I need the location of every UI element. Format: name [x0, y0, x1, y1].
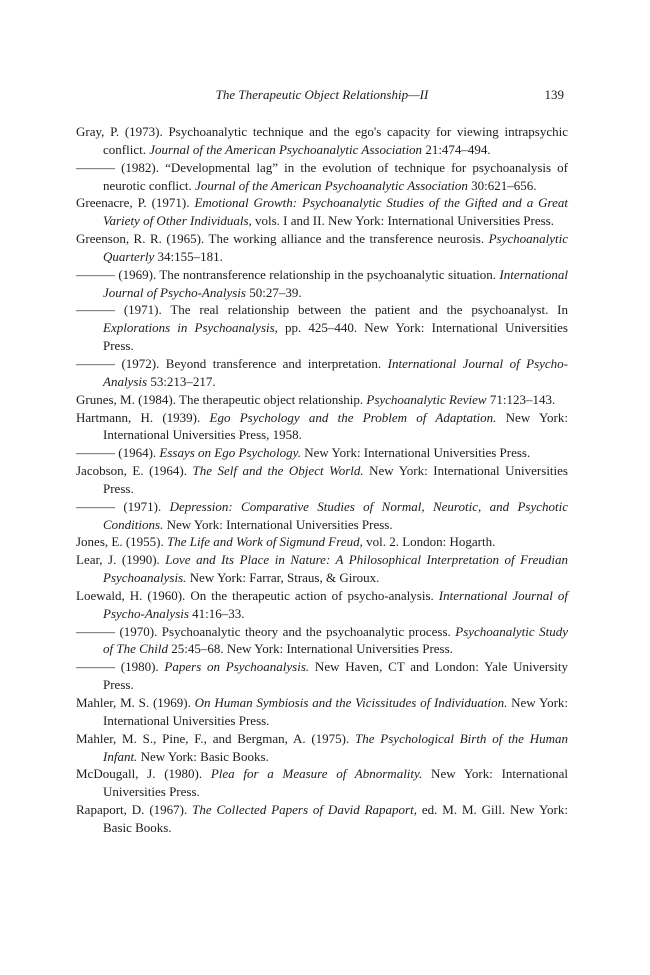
reference-text: Greenson, R. R. (1965). The working alliance and the transference neurosis.: [76, 231, 489, 247]
reference-title-italic: Ego Psychology and the Problem of Adaptation.: [209, 409, 497, 425]
reference-entry: [76, 230, 568, 266]
reference-title-italic: International Journal of Psycho-Analysis: [103, 266, 568, 300]
reference-text: New York: International Universities Press, 1958.: [103, 409, 569, 443]
reference-text: Grunes, M. (1984). The therapeutic object relationship.: [76, 391, 367, 407]
reference-text: vol. 2. London: Hogarth.: [362, 534, 496, 550]
reference-text: Lear, J. (1990).: [76, 552, 166, 568]
reference-entry: [76, 730, 568, 766]
reference-text: Jones, E. (1955).: [76, 534, 167, 550]
reference-text: Mahler, M. S., Pine, F., and Bergman, A. (1975).: [76, 730, 356, 746]
reference-entry: [76, 123, 568, 159]
reference-text: New York: International Universities Press.: [300, 445, 531, 461]
reference-title-italic: On Human Symbiosis and the Vicissitudes of Individuation.: [194, 695, 508, 710]
reference-text: 21:474–494.: [422, 141, 491, 157]
reference-text: Hartmann, H. (1939).: [76, 409, 210, 425]
reference-title-italic: Plea for a Measure of Abnormality.: [210, 766, 423, 782]
reference-text: Greenacre, P. (1971).: [76, 195, 195, 211]
reference-entry: [76, 444, 568, 462]
reference-text: 41:16–33.: [188, 605, 245, 621]
reference-text: New York: International Universities Press.: [103, 463, 568, 496]
reference-entry: [76, 658, 568, 694]
reference-text: Jacobson, E. (1964).: [76, 463, 193, 479]
reference-title-italic: Papers on Psychoanalysis.: [164, 659, 310, 675]
reference-list: [76, 123, 568, 837]
reference-entry: [76, 694, 568, 730]
reference-text: Mahler, M. S. (1969).: [76, 695, 195, 710]
reference-entry: [76, 533, 568, 551]
reference-text: McDougall, J. (1980).: [76, 766, 211, 782]
reference-title-italic: Psychoanalytic Quarterly: [103, 231, 568, 264]
reference-title-italic: International Journal of Psycho-Analysis: [103, 355, 569, 389]
reference-text: Loewald, H. (1960). On the therapeutic action of psycho-analysis.: [76, 587, 439, 603]
reference-text: 30:621–656.: [467, 177, 537, 193]
reference-entry: [76, 391, 568, 409]
reference-text: New York: Basic Books.: [137, 748, 269, 764]
reference-title-italic: International Journal of Psycho-Analysis: [103, 587, 568, 621]
reference-text: 34:155–181.: [154, 248, 223, 264]
reference-title-italic: The Psychological Birth of the Human Infant.: [103, 730, 568, 764]
page-header: [76, 85, 568, 105]
reference-entry: [76, 462, 568, 498]
reference-entry: [76, 409, 568, 445]
reference-entry: [76, 801, 568, 837]
reference-text: Rapaport, D. (1967).: [76, 802, 193, 818]
reference-text: 50:27–39.: [245, 284, 302, 300]
reference-text: ——— (1971). The real relationship between the patient and the psychoanalyst. In: [76, 302, 568, 318]
reference-entry: [76, 301, 568, 355]
reference-entry: [76, 266, 568, 302]
reference-text: vols. I and II. New York: International Universities Press.: [251, 213, 554, 229]
reference-title-italic: The Life and Work of Sigmund Freud,: [167, 534, 363, 550]
reference-text: ——— (1964).: [76, 445, 160, 461]
reference-text: New Haven, CT and London: Yale University Press.: [103, 659, 569, 693]
reference-title-italic: Psychoanalytic Review: [366, 391, 487, 407]
reference-entry: [76, 623, 568, 659]
reference-text: ——— (1969). The nontransference relationship in the psychoanalytic situation.: [76, 266, 500, 282]
reference-title-italic: Explorations in Psychoanalysis,: [103, 320, 278, 336]
reference-title-italic: Psychoanalytic Study of The Child: [103, 623, 568, 657]
reference-title-italic: Emotional Growth: Psychoanalytic Studies of the Gifted and a Great Variety of Other Individuals,: [103, 195, 569, 229]
reference-title-italic: Essays on Ego Psychology.: [159, 445, 301, 461]
reference-text: ——— (1980).: [76, 659, 165, 675]
reference-entry: [76, 194, 568, 230]
reference-text: ——— (1982). “Developmental lag” in the evolution of technique for psychoanalysis of neurotic conflict.: [76, 159, 568, 193]
reference-title-italic: The Self and the Object World.: [192, 463, 364, 479]
reference-title-italic: Journal of the American Psychoanalytic Association: [195, 177, 468, 193]
reference-entry: [76, 765, 568, 801]
page-number: 139: [544, 87, 564, 102]
reference-entry: [76, 498, 568, 534]
reference-text: ed. M. M. Gill. New York: Basic Books.: [103, 802, 569, 835]
reference-entry: [76, 355, 568, 391]
reference-text: New York: International Universities Press.: [103, 766, 569, 800]
reference-title-italic: Depression: Comparative Studies of Normal, Neurotic, and Psychotic Conditions.: [103, 498, 568, 532]
reference-text: New York: International Universities Press.: [103, 695, 569, 728]
reference-text: ——— (1971).: [76, 498, 170, 514]
reference-entry: [76, 159, 568, 195]
reference-title-italic: Journal of the American Psychoanalytic Association: [149, 141, 423, 157]
reference-text: pp. 425–440. New York: International Universities Press.: [103, 320, 568, 354]
reference-text: New York: International Universities Press.: [163, 516, 393, 532]
reference-entry: [76, 587, 568, 623]
reference-title-italic: The Collected Papers of David Rapaport,: [192, 802, 417, 818]
reference-text: New York: Farrar, Straus, & Giroux.: [186, 570, 380, 586]
reference-text: 71:123–143.: [486, 391, 556, 407]
reference-text: ——— (1970). Psychoanalytic theory and the psychoanalytic process.: [76, 623, 456, 639]
reference-entry: [76, 551, 568, 587]
reference-text: 25:45–68. New York: International Universities Press.: [168, 641, 453, 657]
reference-text: 53:213–217.: [147, 373, 216, 389]
reference-title-italic: Love and Its Place in Nature: A Philosophical Interpretation of Freudian Psychoanalysis.: [103, 552, 568, 586]
running-title: The Therapeutic Object Relationship—II: [215, 87, 429, 102]
reference-text: ——— (1972). Beyond transference and interpretation.: [76, 355, 388, 371]
reference-text: Gray, P. (1973). Psychoanalytic technique and the ego's capacity for viewing intrapsychic conflict.: [76, 124, 568, 157]
